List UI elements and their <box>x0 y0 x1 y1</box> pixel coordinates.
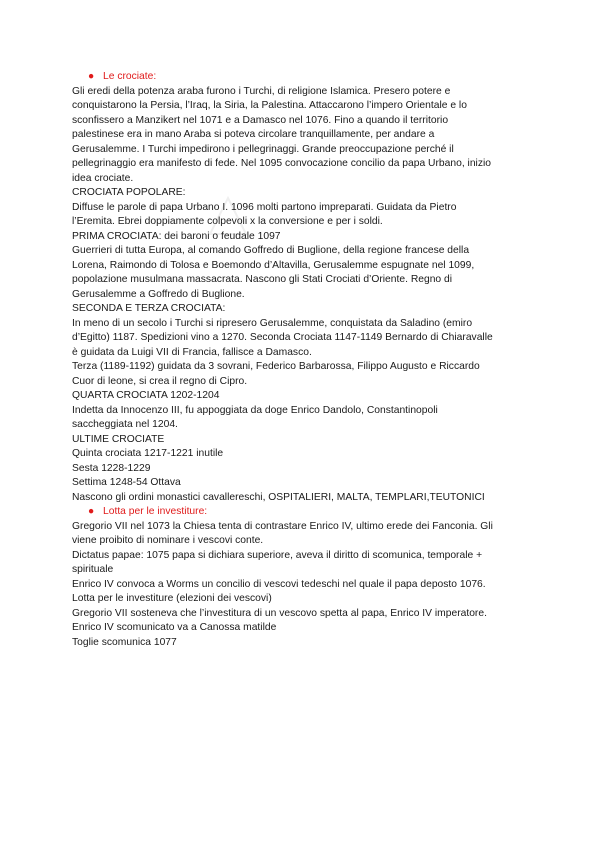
text-line: Toglie scomunica 1077 <box>72 636 177 648</box>
text-line: spirituale <box>72 564 114 575</box>
text-line: Gerusalemme a Goffredo di Buglione. <box>72 288 245 300</box>
text-line: Nascono gli ordini monastici cavallereschi, OSPITALIERI, MALTA, TEMPLARI,TEUTONICI <box>72 491 485 503</box>
document-body <box>72 70 532 650</box>
text-line: è guidata da Luigi VII di Francia, fallisce a Damasco. <box>72 346 312 358</box>
text-line: sconfissero a Manzikert nel 1071 e a Damasco nel 1076. Fino a quando il territorio <box>72 114 449 126</box>
text-line: saccheggiata nel 1204. <box>72 419 178 430</box>
subheading-seconda-terza: SECONDA E TERZA CROCIATA: <box>72 303 226 314</box>
section-heading-crociate: ● Le crociate: <box>72 70 532 85</box>
text-line: pellegrinaggio era manifesto di fede. Nel 1095 convocazione concilio da papa Urbano, inizio <box>72 158 492 169</box>
text-line: Sesta 1228-1229 <box>72 462 151 474</box>
text-line: Dictatus papae: 1075 papa si dichiara superiore, aveva il diritto di scomunica, temporale + <box>72 549 483 561</box>
bullet-icon: ● <box>88 71 95 82</box>
text-line: Diffuse le parole di papa Urbano I. 1096 molti partono impreparati. Guidata da Pietro <box>72 201 457 213</box>
text-line: Gli eredi della potenza araba furono i Turchi, di religione Islamica. Presero potere e <box>72 85 451 97</box>
text-line: Terza (1189-1192) guidata da 3 sovrani, Federico Barbarossa, Filippo Augusto e Riccardo <box>72 361 480 372</box>
text-line: Guerrieri di tutta Europa, al comando Goffredo di Buglione, della regione francese della <box>72 245 470 256</box>
text-line: conquistarono la Persia, l’Iraq, la Siria, la Palestina. Attaccarono l’impero Orientale e lo <box>72 100 467 111</box>
text-line: Indetta da Innocenzo III, fu appoggiata da doge Enrico Dandolo, Constantinopoli <box>72 404 438 416</box>
text-line: viene proibito di nominare i vescovi conte. <box>72 535 264 546</box>
text-line: Settima 1248-54 Ottava <box>72 477 181 488</box>
text-line: Quinta crociata 1217-1221 inutile <box>72 448 224 459</box>
text-line: Gregorio VII nel 1073 la Chiesa tenta di contrastare Enrico IV, ultimo erede dei Fanconia. Gli <box>72 520 493 532</box>
subheading-quarta-crociata: QUARTA CROCIATA 1202-1204 <box>72 390 220 401</box>
bullet-icon: ● <box>88 506 95 517</box>
subheading-ultime-crociate: ULTIME CROCIATE <box>72 433 165 445</box>
text-line: Enrico IV convoca a Worms un concilio di vescovi tedeschi nel quale il papa deposto 1076. <box>72 578 486 590</box>
text-line: Lotta per le investiture (elezioni dei vescovi) <box>72 593 272 604</box>
text-line: popolazione musulmana massacrata. Nascono gli Stati Crociati d’Oriente. Regno di <box>72 274 453 285</box>
subheading-prima-crociata: PRIMA CROCIATA: dei baroni o feudale 1097 <box>72 230 281 242</box>
text-line: d’Egitto) 1187. Spedizioni vino a 1270. Seconda Crociata 1147-1149 Bernardo di Chiaravalle <box>72 332 493 343</box>
text-line: l’Eremita. Ebrei doppiamente colpevoli x la conversione e per i soldi. <box>72 216 383 227</box>
text-line: Gregorio VII sosteneva che l’investitura di un vescovo spetta al papa, Enrico IV imperatore. <box>72 607 487 619</box>
text-line: In meno di un secolo i Turchi si ripresero Gerusalemme, conquistata da Saladino (emiro <box>72 317 473 329</box>
text-line: Cuor di leone, si crea il regno di Cipro. <box>72 375 248 387</box>
text-line: idea crociate. <box>72 172 134 184</box>
subheading-crociata-popolare: CROCIATA POPOLARE: <box>72 187 186 198</box>
text-line: Enrico IV scomunicato va a Canossa matilde <box>72 622 277 633</box>
section-heading-investiture: ● Lotta per le investiture: <box>72 505 532 520</box>
text-line: Lorena, Raimondo di Tolosa e Boemondo d’Altavilla, Gerusalemme espugnate nel 1099, <box>72 259 475 271</box>
text-line: palestinese era in mano Araba si poteva circolare tranquillamente, per andare a <box>72 129 435 140</box>
text-line: Gerusalemme. I Turchi impedirono i pellegrinaggi. Grande preoccupazione perché il <box>72 143 454 155</box>
